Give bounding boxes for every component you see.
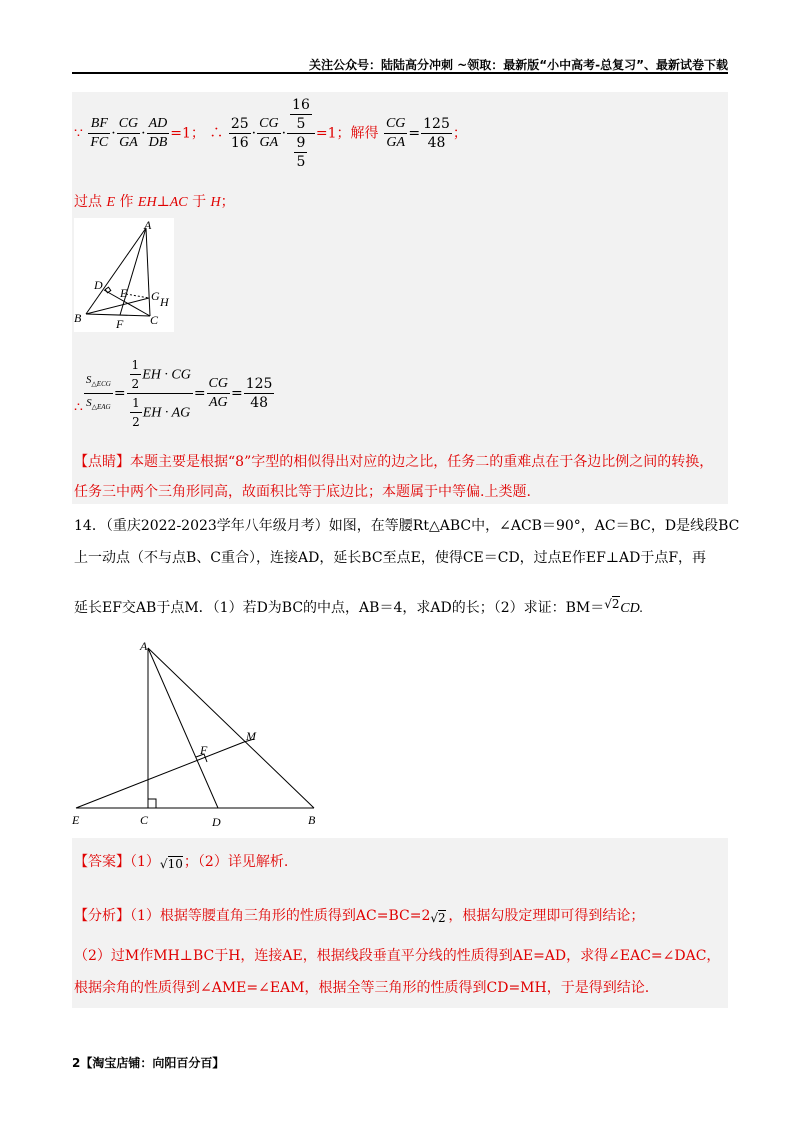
half-product-fraction: $\frac{1}{2}$ EH · CG $\frac{1}{2}$ EH · AG — [127, 356, 193, 431]
answer-line: 【答案】（1） √10 ；（2）详见解析. — [74, 854, 289, 871]
fig2-label-f: F — [200, 743, 208, 757]
fig1-label-f: F — [116, 317, 124, 331]
header-divider — [72, 72, 728, 74]
triangle-figure-2 — [68, 636, 330, 832]
triangle-figure-1 — [74, 218, 174, 332]
fraction-cg-ga-2: $\frac{CG}{GA}$ — [259, 116, 279, 150]
equals-one-2: =1； — [315, 125, 351, 142]
solve-text: 解得 — [350, 125, 379, 142]
fig2-label-d: D — [212, 815, 221, 829]
fig1-label-b: B — [74, 311, 82, 325]
problem-line-2: 上一动点（不与点B、C重合），连接AD，延长BC至点E，使得CE＝CD，过点E作EF⊥AD于点F，再 — [74, 550, 707, 566]
fraction-cg-ga-3: $\frac{CG}{GA}$ — [385, 116, 406, 150]
fraction-cg-ga: $\frac{CG}{GA}$ — [118, 116, 139, 150]
because-symbol: ∵ — [74, 125, 83, 142]
therefore-symbol-2: ∴ — [74, 399, 83, 416]
compound-fraction: $\frac{\frac{16}{5}}{\frac{9}{5}}$ — [287, 96, 315, 171]
fraction-25-16: $\frac{25}{16}$ — [230, 116, 249, 151]
fig1-label-g: G — [151, 289, 160, 303]
fig2-label-c: C — [140, 813, 149, 827]
fraction-125-48: $\frac{125}{48}$ — [423, 116, 450, 151]
fig2-label-m: M — [246, 729, 256, 743]
proportion-line: ∵ $\frac{BF}{FC}$ · $\frac{CG}{GA}$ · $\frac{AD}{DB}$ =1； ∴ $\frac{25}{16}$ · $\frac{CG}{GA}$ · $\frac{\frac{16}{5}}{\frac{9}{5}}$ =1；解得 $\frac{CG}{GA}$ = $\frac{125}{48}$ ； — [74, 97, 467, 170]
fig1-label-h: H — [160, 295, 169, 309]
fraction-ad-db: $\frac{AD}{DB}$ — [148, 116, 168, 150]
analysis-line-2: （2）过M作MH⊥BC于H，连接AE，根据线段垂直平分线的性质得到AE=AD，求得∠EAC=∠DAC， — [74, 948, 721, 964]
fig1-label-d: D — [94, 278, 103, 292]
analysis-line-3: 根据余角的性质得到∠AME=∠EAM，根据全等三角形的性质得到CD=MH，于是得到结论. — [74, 980, 650, 996]
fig2-label-b: B — [308, 813, 316, 827]
dianjing-line-2: 任务三中两个三角形同高，故面积比等于底边比；本题属于中等偏.上类题. — [74, 484, 531, 500]
page-header: 关注公众号：陆陆高分冲刺 ~领取：最新版“小中高考-总复习”、最新试卷下载 — [309, 58, 728, 72]
eh-instruction: 过点 E 作 EH⊥AC 于 H； — [74, 194, 235, 210]
fig2-label-e: E — [72, 813, 80, 827]
area-ratio-line: ∴ $\frac{S_{\triangle ECG}}{S_{\triangle EAG}}$ = $\frac{1}{2}$ EH · CG $\frac{1}{2}$ EH · AG = $\frac{CG}{AG}$ = $\frac{125}{48}$ — [74, 358, 273, 429]
page-footer: 2【淘宝店铺：向阳百分百】 — [72, 1056, 225, 1070]
problem-line-3: 延长EF交AB于点M．（1）若D为BC的中点，AB＝4，求AD的长；（2）求证：BM＝ √2 CD. — [74, 597, 644, 616]
fraction-cg-ag: $\frac{CG}{AG}$ — [208, 376, 228, 410]
area-fraction: $\frac{S_{\triangle ECG}}{S_{\triangle EAG}}$ — [84, 371, 113, 416]
therefore-symbol: ∴ — [209, 125, 224, 142]
equals-one: =1； — [170, 125, 205, 142]
fraction-bf-fc: $\frac{BF}{FC}$ — [90, 116, 109, 150]
dianjing-line-1: 【点睛】本题主要是根据“8”字型的相似得出对应的边之比，任务二的重难点在于各边比例之间的转换， — [74, 454, 714, 470]
analysis-line-1: 【分析】（1）根据等腰直角三角形的性质得到AC=BC=2 √2 ，根据勾股定理即可得到结论； — [74, 908, 645, 925]
fig1-label-c: C — [150, 313, 159, 327]
problem-line-1: 14．（重庆2022-2023学年八年级月考）如图，在等腰Rt△ABC中，∠ACB＝90°，AC＝BC，D是线段BC — [74, 518, 740, 534]
fig1-label-a: A — [144, 218, 152, 232]
fig2-label-a: A — [140, 639, 148, 653]
fig1-label-e: E — [120, 286, 128, 300]
fraction-125-48-b: $\frac{125}{48}$ — [245, 376, 273, 411]
